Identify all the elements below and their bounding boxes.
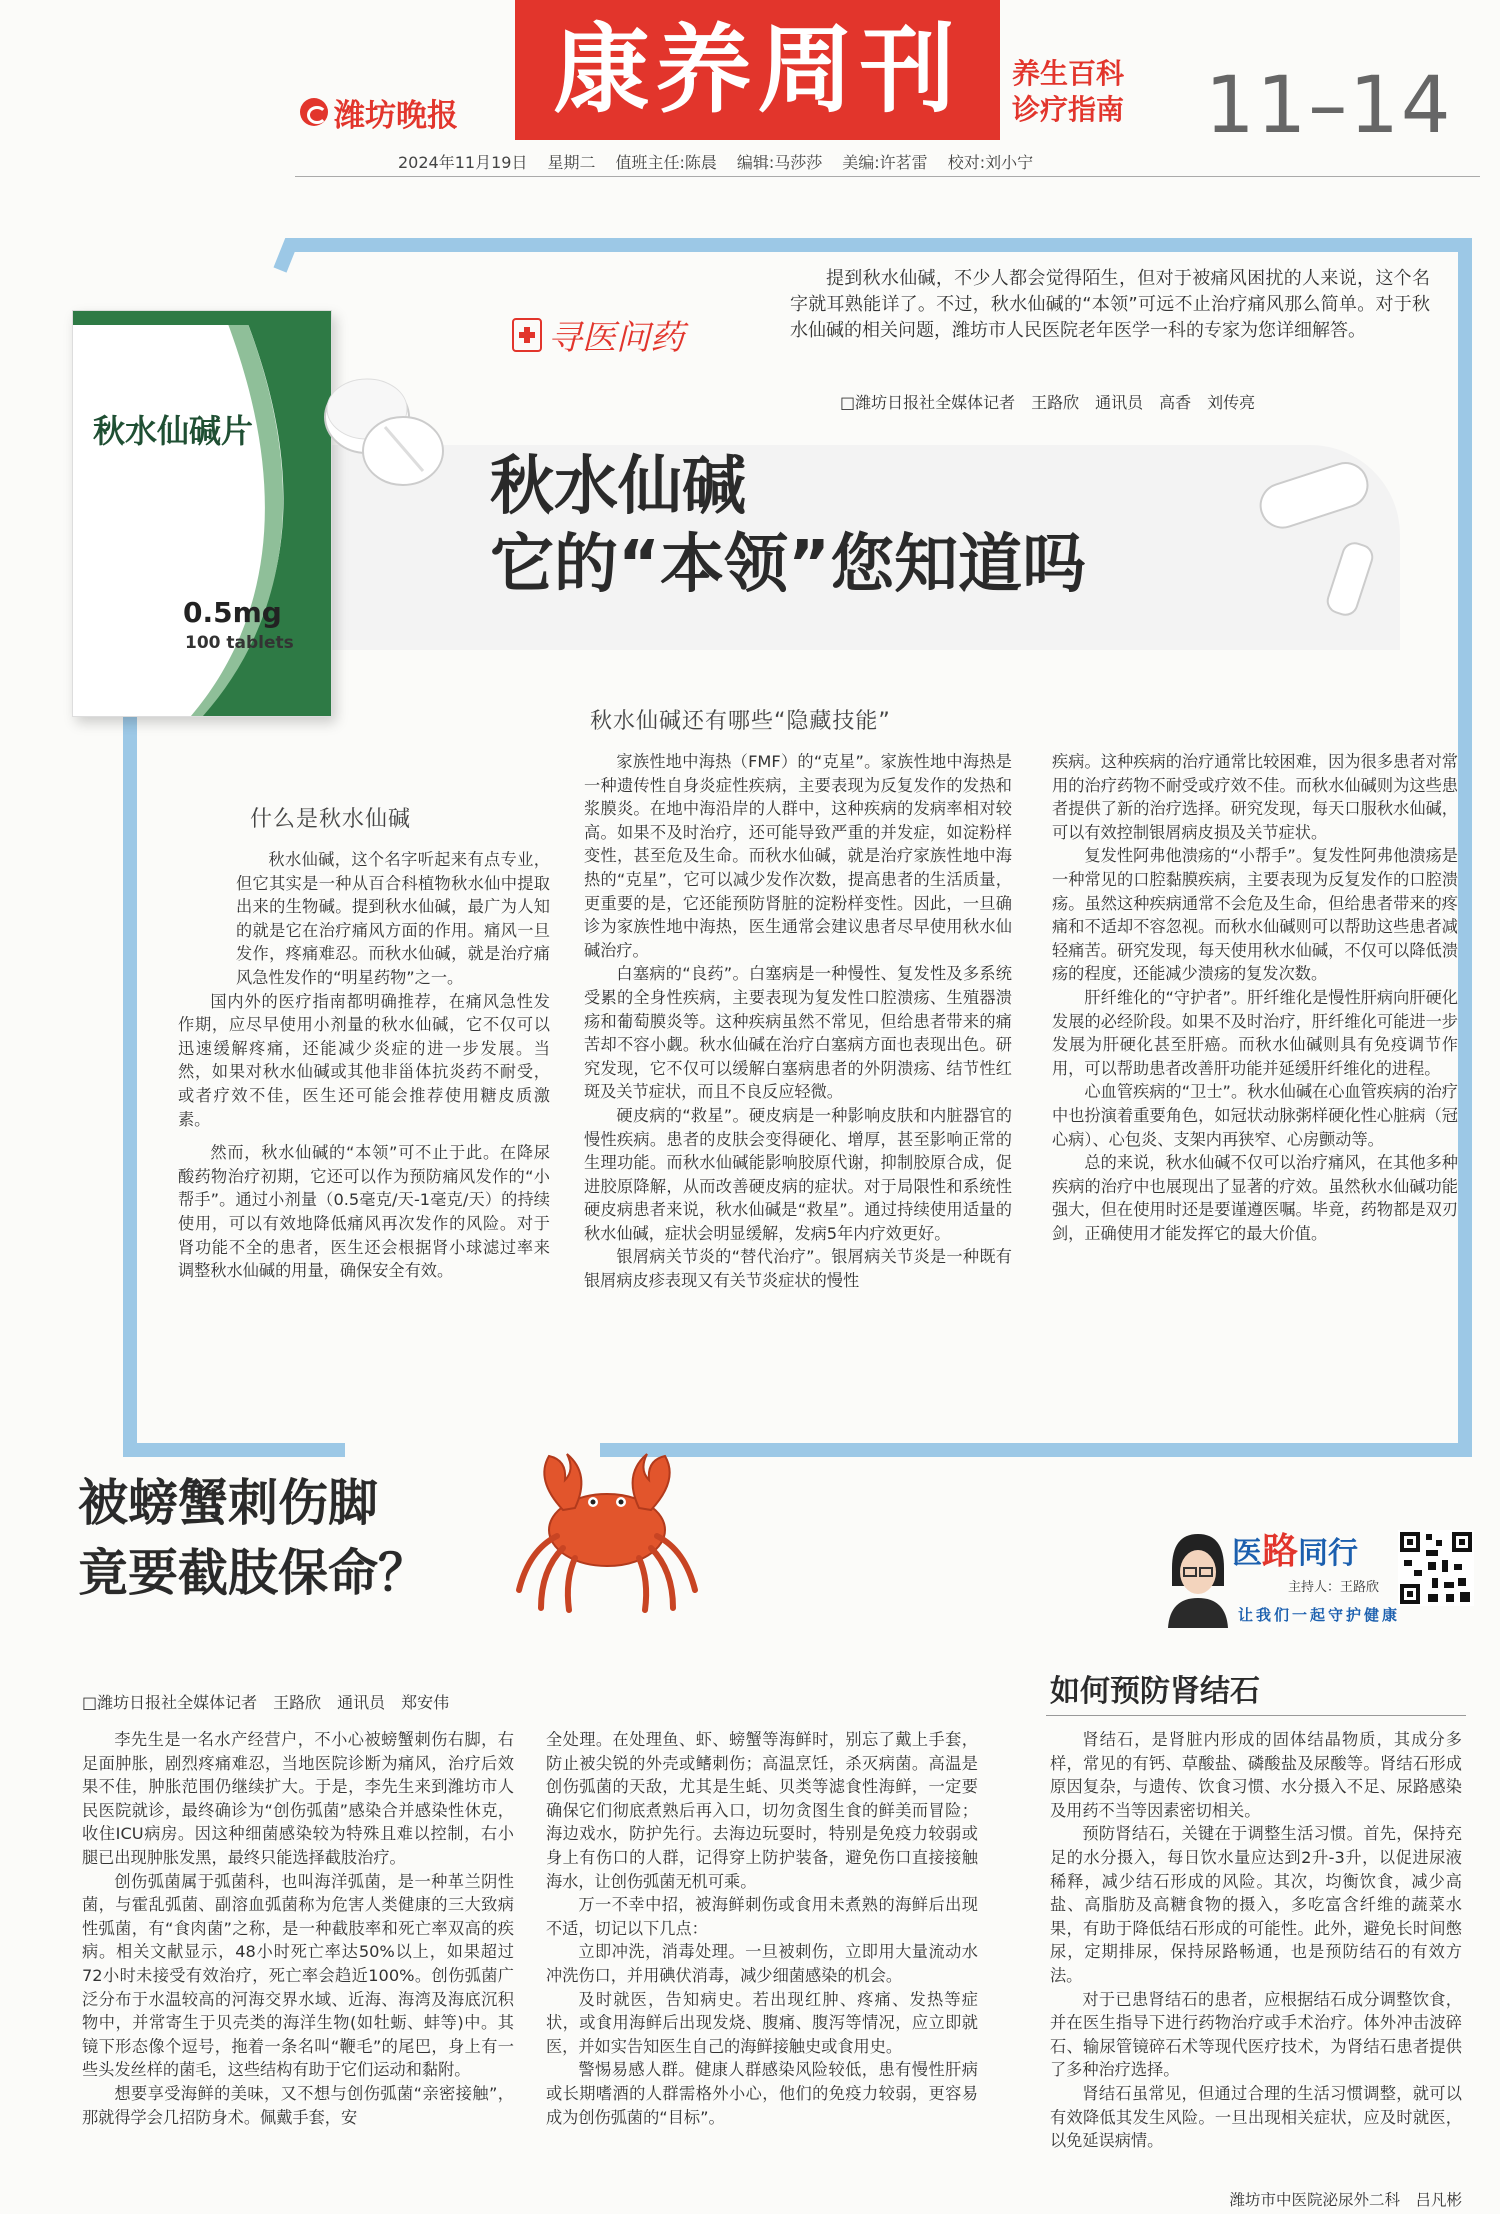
article3-title: 如何预防肾结石 — [1050, 1674, 1260, 1709]
section2-paragraph: 总的来说，秋水仙碱不仅可以治疗痛风，在其他多种疾病的治疗中也展现出了显著的疗效。虽然秋水仙碱功能强大，但在使用时还是要谨遵医嘱。毕竟，药物都是双刃剑，正确使用才能发挥它的最大价值。 — [1052, 1153, 1458, 1243]
article2-paragraph: 想要享受海鲜的美味，又不想与创伤弧菌“亲密接触”，那就得学会几招防身术。佩戴手套，安 — [82, 2083, 514, 2127]
article3-author: 潍坊市中医院泌尿外二科 吕凡彬 — [1229, 2191, 1462, 2209]
qr-code-icon — [1398, 1530, 1474, 1606]
section2-paragraph: 家族性地中海热（FMF）的“克星”。家族性地中海热是一种遗传性自身炎症性疾病，主要表现为反复发作的发热和浆膜炎。在地中海沿岸的人群中，这种疾病的发病率相对较高。如果不及时治疗，还可能导致严重的并发症，如淀粉样变性，甚至危及生命。而秋水仙碱，就是治疗家族性地中海热的“克星”，它可以减少发作次数，提高患者的生活质量，更重要的是，它还能预防肾脏的淀粉样变性。因此，一旦确诊为家族性地中海热，医生通常会建议患者尽早使用秋水仙碱治疗。 — [584, 752, 1012, 960]
column-badge-part1: 医 — [1232, 1536, 1262, 1571]
section2-paragraph: 复发性阿弗他溃疡的“小帮手”。复发性阿弗他溃疡是一种常见的口腔黏膜疾病，主要表现为反复发作的口腔溃疡。虽然这种疾病通常不会危及生命，但给患者带来的疼痛和不适却不容忽视。而秋水仙碱则可以帮助这些患者减轻痛苦。研究发现，每天使用秋水仙碱，不仅可以降低溃疡的程度，还能减少溃疡的复发次数。 — [1052, 846, 1458, 984]
section1-heading: 什么是秋水仙碱 — [250, 807, 412, 832]
article2-title-line1: 被螃蟹刺伤脚 — [78, 1474, 378, 1532]
page-range: 11–14 — [1205, 61, 1453, 151]
section1-paragraph: 国内外的医疗指南都明确推荐，在痛风急性发作期，应尽早使用小剂量的秋水仙碱，它不仅可以迅速缓解疼痛，还能减少炎症的进一步发展。当然，如果对秋水仙碱或其他非甾体抗炎药不耐受，或者疗效不佳，医生还可能会推荐使用糖皮质激素。 — [178, 991, 550, 1129]
section2-heading: 秋水仙碱还有哪些“隐藏技能” — [590, 709, 891, 734]
article3-body — [1050, 1728, 1462, 2153]
column-badge-title — [1232, 1530, 1359, 1572]
paper-name: 潍坊晚报 — [334, 97, 458, 134]
article2-paragraph: 立即冲洗，消毒处理。一旦被刺伤，立即用大量流动水冲洗伤口，并用碘伏消毒，减少细菌感染的机会。 — [546, 1942, 978, 1985]
article2-col1 — [82, 1728, 514, 2129]
article2-paragraph: 李先生是一名水产经营户，不小心被螃蟹刺伤右脚，右足面肿胀，剧烈疼痛难忍，当地医院诊断为痛风，治疗后效果不佳，肿胀范围仍继续扩大。于是，李先生来到潍坊市人民医院就诊，最终确诊为“创伤弧菌”感染合并感染性休克，收住ICU病房。因这种细菌感染较为特殊且难以控制，右小腿已出现肿胀发黑，最终只能选择截肢治疗。 — [82, 1730, 514, 1867]
section1-body — [178, 848, 550, 1283]
section1-paragraph: 秋水仙碱，这个名字听起来有点专业，但它其实是一种从百合科植物秋水仙中提取出来的生物碱。提到秋水仙碱，最广为人知的就是它在治疗痛风方面的作用。痛风一旦发作，疼痛难忍。而秋水仙碱，就是治疗痛风急性发作的“明星药物”之一。 — [236, 850, 550, 987]
section2-col2 — [584, 750, 1012, 1293]
article2-byline: □潍坊日报社全媒体记者 王路欣 通讯员 郑安伟 — [82, 1693, 450, 1712]
proofreader: 校对:刘小宁 — [947, 153, 1034, 172]
column-badge — [1162, 1528, 1478, 1638]
article2-paragraph: 警惕易感人群。健康人群感染风险较低，患有慢性肝病或长期嗜酒的人群需格外小心，他们的免疫力较弱，更容易成为创伤弧菌的“目标”。 — [546, 2060, 978, 2127]
article2-paragraph: 万一不幸中招，被海鲜刺伤或食用未煮熟的海鲜后出现不适，切记以下几点： — [546, 1895, 978, 1938]
section2-col3 — [1052, 750, 1458, 1245]
crab-illustration — [505, 1440, 710, 1615]
article2-col2 — [546, 1728, 978, 2129]
masthead-title: 康养周刊 — [553, 13, 962, 126]
medicine-dose: 0.5mg — [183, 596, 282, 629]
article1-title-line1: 秋水仙碱 — [490, 450, 746, 524]
section2-paragraph: 硬皮病的“救星”。硬皮病是一种影响皮肤和内脏器官的慢性疾病。患者的皮肤会变得硬化、增厚，甚至影响正常的生理功能。而秋水仙碱能影响胶原代谢，抑制胶原合成，促进胶原降解，从而改善硬皮病的症状。对于局限性和系统性硬皮病患者来说，秋水仙碱是“救星”。通过持续使用适量的秋水仙碱，症状会明显缓解，发病5年内疗效更好。 — [584, 1105, 1012, 1243]
section2-paragraph: 白塞病的“良药”。白塞病是一种慢性、复发性及多系统受累的全身性疾病，主要表现为复发性口腔溃疡、生殖器溃疡和葡萄膜炎等。这种疾病虽然不常见，但给患者带来的痛苦却不容小觑。秋水仙碱在治疗白塞病方面也表现出色。研究发现，它不仅可以缓解白塞病患者的外阴溃疡、结节性红斑及关节症状，而且不良反应轻微。 — [584, 964, 1012, 1102]
editor-on-duty: 值班主任:陈晨 — [615, 153, 717, 172]
section2-paragraph: 疾病。这种疾病的治疗通常比较困难，因为很多患者对常用的治疗药物不耐受或疗效不佳。而秋水仙碱则为这些患者提供了新的治疗选择。研究发现，每天口服秋水仙碱，可以有效控制银屑病皮损及关节症状。 — [1052, 752, 1458, 842]
article1-title-line2: 它的“本领”您知道吗 — [490, 528, 1087, 602]
column-badge-host: 主持人：王路欣 — [1288, 1580, 1380, 1595]
article3-rule — [1046, 1715, 1466, 1716]
medicine-name: 秋水仙碱片 — [93, 412, 254, 450]
section1-paragraph: 然而，秋水仙碱的“本领”可不止于此。在降尿酸药物治疗初期，它还可以作为预防痛风发作的“小帮手”。通过小剂量（0.5毫克/天-1毫克/天）的持续使用，可以有效地降低痛风再次发作的风险。对于肾功能不全的患者，医生还会根据肾小球滤过率来调整秋水仙碱的用量，确保安全有效。 — [178, 1143, 550, 1281]
medicine-box-front — [72, 310, 332, 717]
article1-byline: □潍坊日报社全媒体记者 王路欣 通讯员 高香 刘传亮 — [840, 393, 1256, 412]
column-badge-tagline: 让我们一起守护健康 — [1238, 1606, 1401, 1624]
article3-paragraph: 预防肾结石，关键在于调整生活习惯。首先，保持充足的水分摄入，每日饮水量应达到2升-3升，以促进尿液稀释，减少结石形成的风险。其次，均衡饮食，减少高盐、高脂肪及高糖食物的摄入，多吃富含纤维的蔬菜水果，有助于降低结石形成的可能性。此外，避免长时间憋尿，定期排尿，保持尿路畅通，也是预防结石的有效方法。 — [1050, 1824, 1462, 1985]
editor: 编辑:马莎莎 — [736, 153, 823, 172]
article3-paragraph: 肾结石，是肾脏内形成的固体结晶物质，其成分多样，常见的有钙、草酸盐、磷酸盐及尿酸等。肾结石形成原因复杂，与遗传、饮食习惯、水分摄入不足、尿路感染及用药不当等因素密切相关。 — [1050, 1730, 1462, 1820]
section2-paragraph: 银屑病关节炎的“替代治疗”。银屑病关节炎是一种既有银屑病皮疹表现又有关节炎症状的慢性 — [584, 1247, 1012, 1291]
article2-title-line2: 竟要截肢保命？ — [78, 1544, 428, 1602]
article3-paragraph: 肾结石虽常见，但通过合理的生活习惯调整，就可以有效降低其发生风险。一旦出现相关症状，应及时就医，以免延误病情。 — [1050, 2083, 1462, 2151]
box-green-swoosh — [73, 311, 331, 716]
section2-paragraph: 肝纤维化的“守护者”。肝纤维化是慢性肝病向肝硬化发展的必经阶段。如果不及时治疗，肝纤维化可能进一步发展为肝硬化甚至肝癌。而秋水仙碱则具有免疫调节作用，可以帮助患者改善肝功能并延缓肝纤维化的进程。 — [1052, 987, 1458, 1078]
column-logo-text: 寻医问药 — [548, 318, 684, 358]
tablets-right-illustration — [1255, 455, 1385, 625]
article2-title — [78, 1468, 428, 1608]
issue-weekday: 星期二 — [547, 153, 596, 172]
article1-intro: 提到秋水仙碱，不少人都会觉得陌生，但对于被痛风困扰的人来说，这个名字就耳熟能详了。不过，秋水仙碱的“本领”可远不止治疗痛风那么简单。对于秋水仙碱的相关问题，潍坊市人民医院老年医学一科的专家为您详细解答。 — [790, 268, 1430, 341]
issue-date: 2024年11月19日 — [398, 153, 528, 172]
slogan-line2: 诊疗指南 — [1012, 93, 1125, 126]
column-badge-part2: 路 — [1262, 1530, 1299, 1572]
medicine-box — [72, 310, 330, 715]
article2-paragraph: 创伤弧菌属于弧菌科，也叫海洋弧菌，是一种革兰阴性菌，与霍乱弧菌、副溶血弧菌称为危害人类健康的三大致病性弧菌，有“食肉菌”之称，是一种截肢率和死亡率双高的疾病。相关文献显示，48小时死亡率达50%以上，如果超过72小时未接受有效治疗，死亡率会趋近100%。创伤弧菌广泛分布于水温较高的河海交界水域、近海、海湾及海底沉积物中，并常寄生于贝壳类的海洋生物(如牡蛎、蚌等)中。其镜下形态像个逗号，拖着一条名叫“鞭毛”的尾巴，身上有一些头发丝样的菌毛，这些结构有助于它们运动和黏附。 — [82, 1871, 514, 2080]
medicine-count: 100 tablets — [185, 633, 294, 653]
article2-paragraph: 及时就医，告知病史。若出现红肿、疼痛、发热等症状，或食用海鲜后出现发烧、腹痛、腹泻等情况，应立即就医，并如实告知医生自己的海鲜接触史或食用史。 — [546, 1989, 978, 2056]
section2-paragraph: 心血管疾病的“卫士”。秋水仙碱在心血管疾病的治疗中也扮演着重要角色，如冠状动脉粥样硬化性心脏病（冠心病）、心包炎、支架内再狭窄、心房颤动等。 — [1052, 1082, 1458, 1149]
art-editor: 美编:许茗雷 — [842, 153, 928, 172]
column-badge-part3: 同行 — [1298, 1536, 1359, 1571]
column-logo — [512, 310, 684, 359]
slogan-line1: 养生百科 — [1012, 57, 1125, 90]
article2-paragraph: 全处理。在处理鱼、虾、螃蟹等海鲜时，别忘了戴上手套，防止被尖锐的外壳或鳍刺伤；高温烹饪，杀灭病菌。高温是创伤弧菌的天敌，尤其是生蚝、贝类等滤食性海鲜，一定要确保它们彻底煮熟后再入口，切勿贪图生食的鲜美而冒险；海边戏水，防护先行。去海边玩耍时，特别是免疫力较弱或身上有伤口的人群，记得穿上防护装备，避免伤口直接接触海水，让创伤弧菌无机可乘。 — [546, 1730, 978, 1891]
medical-cross-icon — [512, 318, 542, 352]
host-avatar — [1162, 1528, 1230, 1628]
article1-title — [490, 448, 1086, 604]
tablets-illustration — [315, 365, 445, 495]
article3-paragraph: 对于已患肾结石的患者，应根据结石成分调整饮食，并在医生指导下进行药物治疗或手术治疗。体外冲击波碎石、输尿管镜碎石术等现代医疗技术，为肾结石患者提供了多种治疗选择。 — [1050, 1989, 1462, 2080]
